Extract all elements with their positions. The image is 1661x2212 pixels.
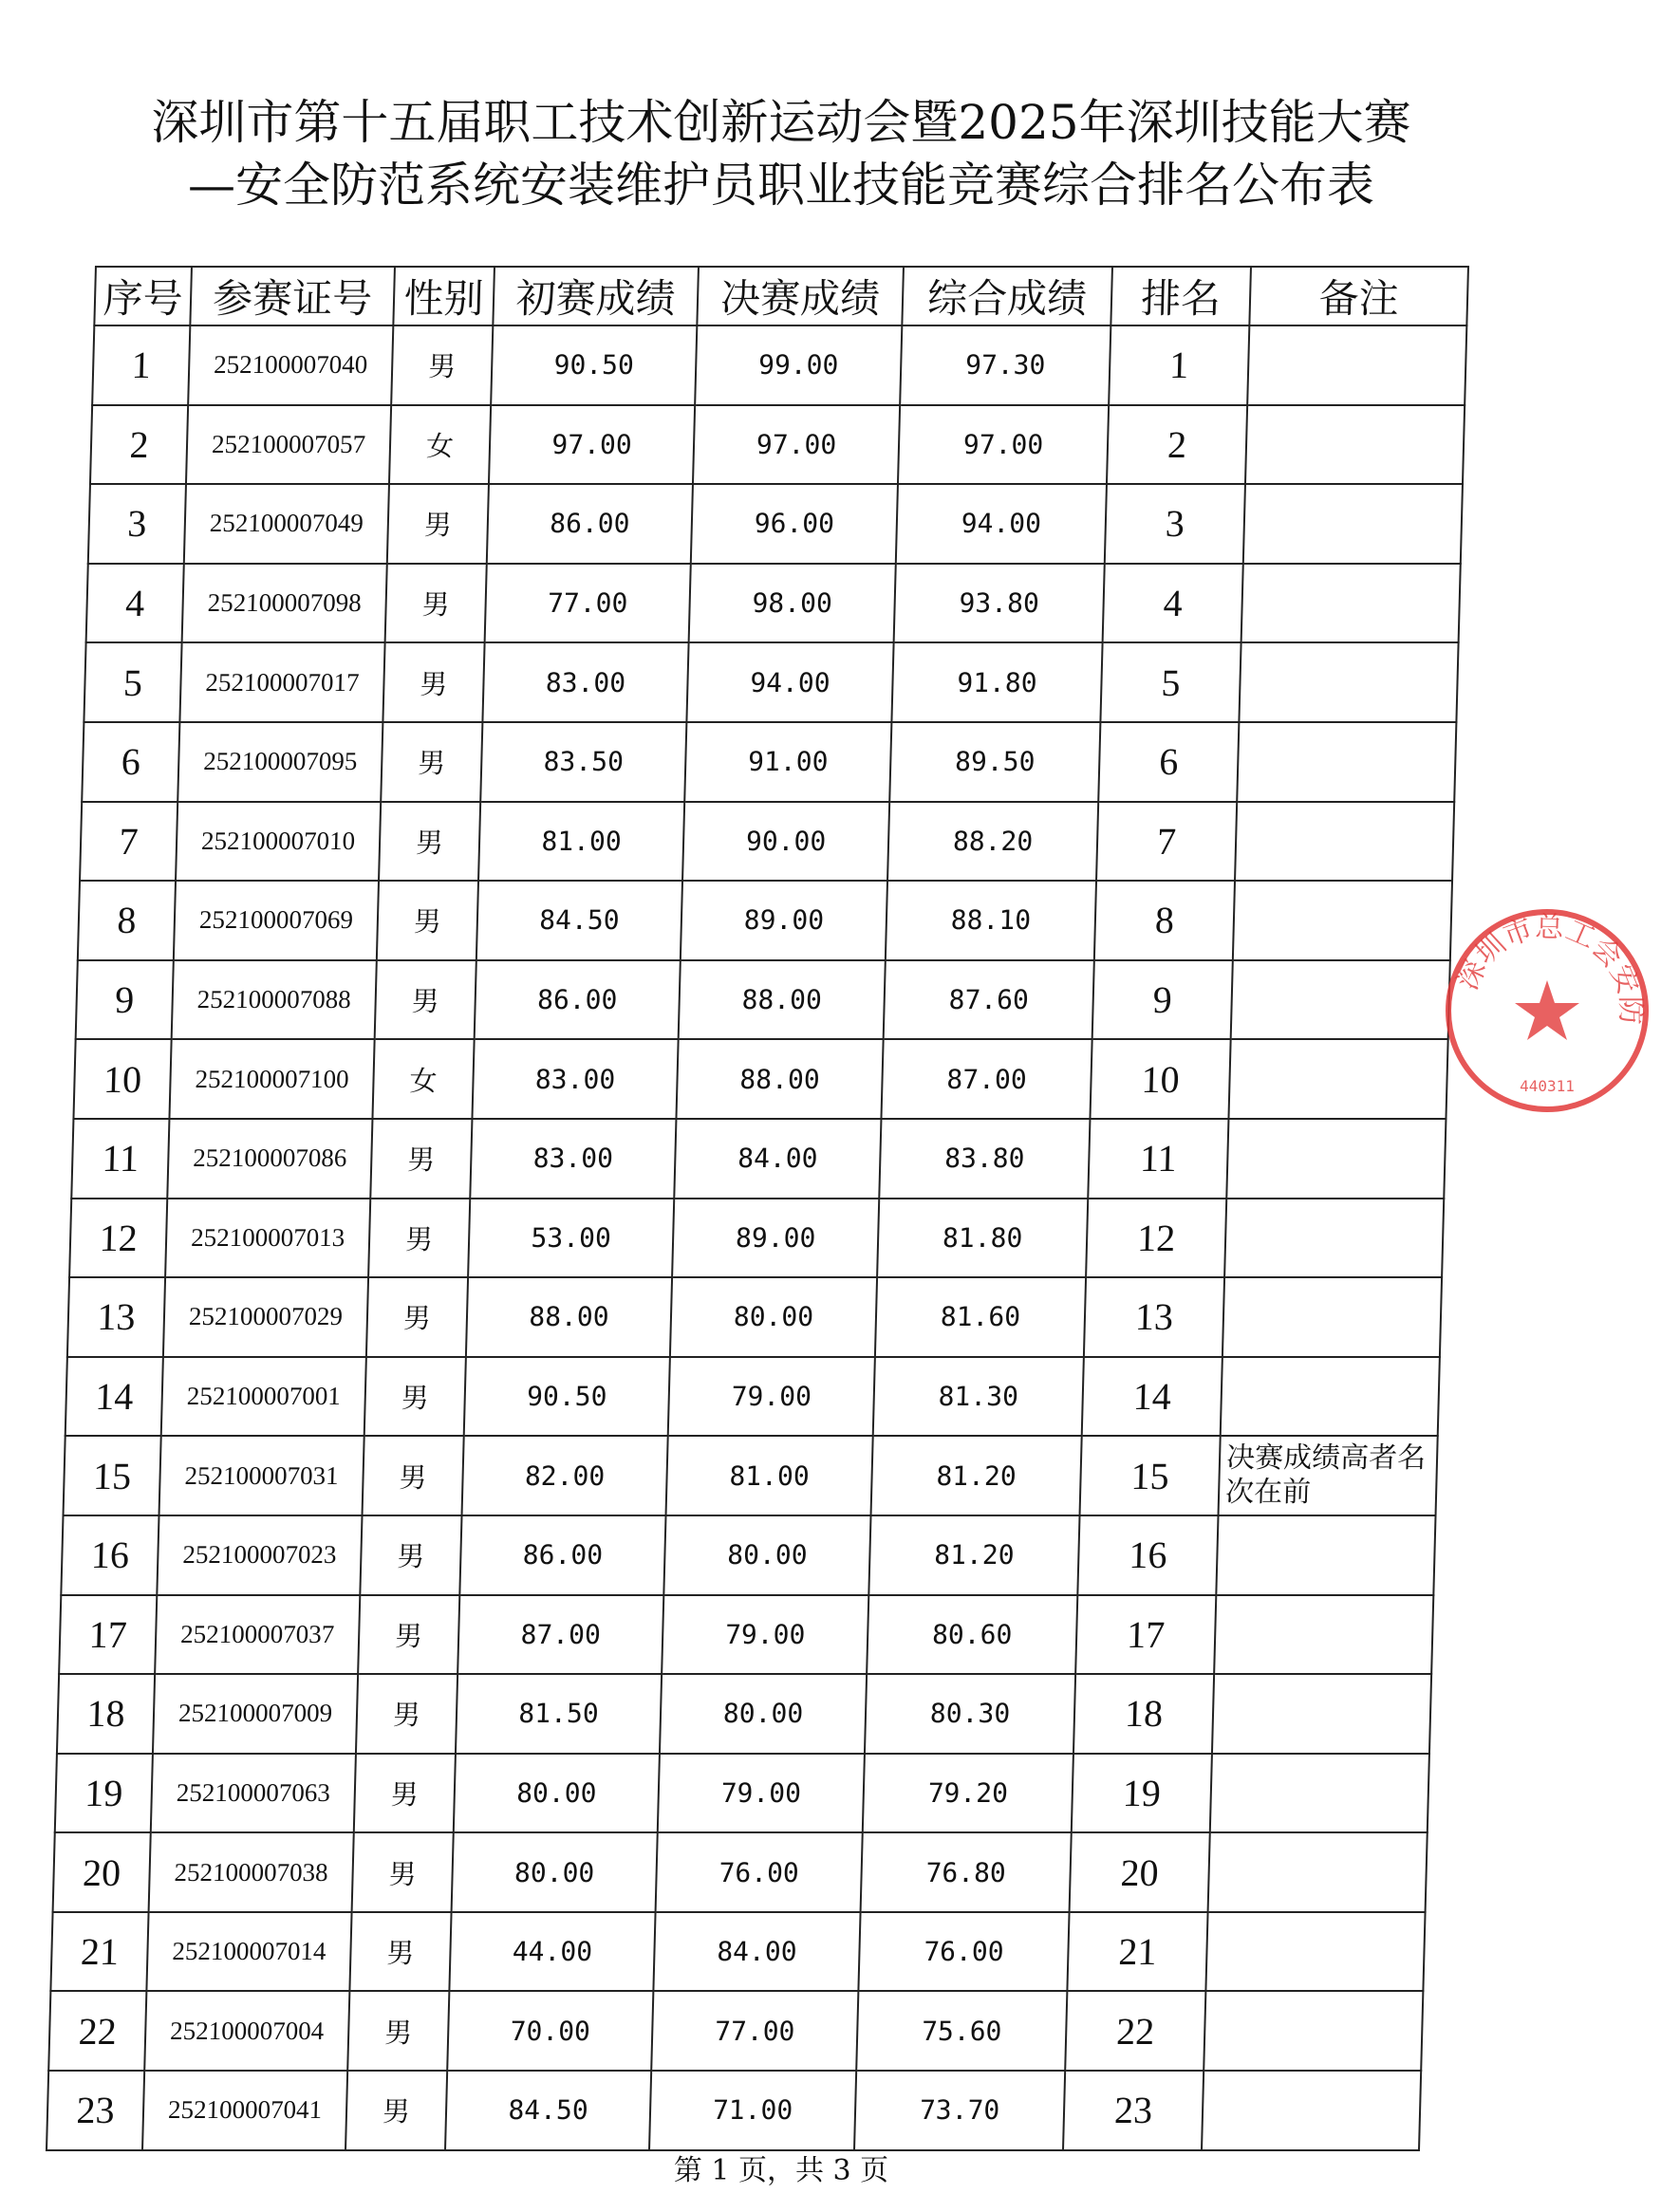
- cell-prelim: 86.00: [459, 1515, 665, 1595]
- document-title-line1: 深圳市第十五届职工技术创新运动会暨2025年深圳技能大赛: [151, 95, 1411, 150]
- cell-sex: 男: [347, 1991, 449, 2071]
- cell-final: 81.00: [666, 1436, 873, 1515]
- cell-prelim: 83.00: [482, 642, 688, 722]
- header-rank: 排名: [1110, 267, 1251, 325]
- cell-final: 79.00: [662, 1595, 868, 1675]
- page-footer: 第 1 页，共 3 页: [673, 2154, 889, 2187]
- table-row: [65, 1357, 1440, 1437]
- cell-total: 87.60: [884, 960, 1094, 1040]
- cell-sex: 男: [364, 1357, 466, 1437]
- table-row: [86, 564, 1461, 643]
- svg-text:深圳市总工会安防: 深圳市总工会安防: [1450, 910, 1648, 1025]
- table-row: [78, 881, 1452, 960]
- cell-prelim: 86.00: [475, 960, 681, 1040]
- cell-total: 94.00: [896, 484, 1107, 564]
- cell-seq: 15: [64, 1436, 161, 1515]
- table-row: [64, 1436, 1438, 1515]
- cell-prelim: 83.50: [480, 722, 686, 802]
- cell-note: [1204, 1991, 1423, 2071]
- cell-sex: 男: [368, 1199, 470, 1278]
- cell-prelim: 84.50: [445, 2071, 651, 2150]
- cell-rank: 17: [1075, 1595, 1216, 1675]
- cell-total: 80.30: [865, 1674, 1075, 1754]
- cell-id: 252100007100: [169, 1039, 374, 1119]
- table-row: [59, 1595, 1433, 1675]
- cell-prelim: 88.00: [466, 1277, 672, 1357]
- cell-seq: 4: [86, 564, 184, 643]
- table-row: [55, 1754, 1429, 1833]
- cell-id: 252100007001: [161, 1357, 366, 1437]
- cell-id: 252100007069: [174, 881, 379, 960]
- cell-final: 98.00: [689, 564, 896, 643]
- cell-prelim: 81.00: [478, 802, 684, 882]
- cell-final: 99.00: [695, 325, 902, 405]
- cell-total: 89.50: [889, 722, 1100, 802]
- cell-rank: 20: [1070, 1832, 1210, 1912]
- cell-total: 81.60: [875, 1277, 1086, 1357]
- cell-note: [1231, 960, 1450, 1040]
- cell-prelim: 86.00: [487, 484, 693, 564]
- table-row: [47, 2071, 1421, 2150]
- cell-final: 88.00: [676, 1039, 883, 1119]
- cell-sex: 男: [375, 960, 476, 1040]
- cell-sex: 男: [360, 1515, 461, 1595]
- cell-rank: 21: [1067, 1912, 1207, 1992]
- cell-prelim: 83.00: [470, 1119, 676, 1199]
- cell-seq: 1: [92, 325, 190, 405]
- cell-prelim: 97.00: [489, 405, 695, 485]
- cell-note: [1216, 1515, 1435, 1595]
- cell-note: [1208, 1832, 1428, 1912]
- cell-id: 252100007009: [153, 1674, 358, 1754]
- cell-rank: 3: [1105, 484, 1245, 564]
- cell-seq: 9: [76, 960, 174, 1040]
- cell-prelim: 80.00: [452, 1832, 658, 1912]
- cell-rank: 5: [1100, 642, 1241, 722]
- cell-total: 81.30: [873, 1357, 1084, 1437]
- cell-note: [1205, 1912, 1425, 1992]
- cell-note: [1226, 1119, 1446, 1199]
- cell-seq: 20: [53, 1832, 151, 1912]
- cell-sex: 女: [389, 405, 491, 485]
- cell-rank: 6: [1098, 722, 1239, 802]
- cell-total: 76.00: [858, 1912, 1069, 1992]
- table-row: [53, 1832, 1428, 1912]
- table-row: [69, 1199, 1444, 1278]
- cell-id: 252100007040: [188, 325, 393, 405]
- cell-rank: 7: [1096, 802, 1237, 882]
- table-row: [57, 1674, 1431, 1754]
- cell-final: 80.00: [663, 1515, 870, 1595]
- cell-note: [1224, 1199, 1444, 1278]
- cell-rank: 8: [1094, 881, 1235, 960]
- cell-rank: 13: [1084, 1277, 1224, 1357]
- table-row: [48, 1991, 1423, 2071]
- cell-seq: 22: [48, 1991, 146, 2071]
- cell-note: [1245, 405, 1465, 485]
- table-row: [92, 325, 1466, 405]
- cell-note: [1239, 642, 1458, 722]
- cell-final: 79.00: [658, 1754, 865, 1833]
- cell-final: 84.00: [674, 1119, 881, 1199]
- cell-final: 79.00: [668, 1357, 875, 1437]
- cell-rank: 22: [1065, 1991, 1205, 2071]
- cell-seq: 7: [80, 802, 177, 882]
- cell-rank: 16: [1077, 1515, 1218, 1595]
- header-sex: 性别: [393, 267, 495, 325]
- cell-id: 252100007017: [179, 642, 384, 722]
- cell-note: [1235, 802, 1454, 882]
- cell-sex: 男: [354, 1754, 456, 1833]
- cell-id: 252100007095: [177, 722, 383, 802]
- cell-id: 252100007063: [151, 1754, 356, 1833]
- cell-sex: 男: [363, 1436, 464, 1515]
- cell-sex: 男: [381, 722, 482, 802]
- cell-note: [1202, 2071, 1421, 2150]
- cell-id: 252100007057: [186, 405, 391, 485]
- cell-final: 88.00: [679, 960, 886, 1040]
- cell-total: 75.60: [856, 1991, 1067, 2071]
- cell-prelim: 87.00: [457, 1595, 663, 1675]
- cell-total: 81.20: [871, 1436, 1082, 1515]
- cell-sex: 男: [391, 325, 493, 405]
- cell-final: 84.00: [653, 1912, 860, 1992]
- cell-final: 77.00: [651, 1991, 858, 2071]
- cell-sex: 男: [385, 564, 487, 643]
- cell-prelim: 77.00: [485, 564, 691, 643]
- table-row: [71, 1119, 1446, 1199]
- cell-total: 88.10: [886, 881, 1096, 960]
- cell-total: 83.80: [879, 1119, 1090, 1199]
- cell-total: 87.00: [881, 1039, 1092, 1119]
- cell-rank: 1: [1109, 325, 1249, 405]
- cell-rank: 4: [1103, 564, 1243, 643]
- cell-note: [1241, 564, 1461, 643]
- table-row: [76, 960, 1450, 1040]
- cell-prelim: 83.00: [472, 1039, 678, 1119]
- cell-id: 252100007014: [146, 1912, 351, 1992]
- cell-seq: 13: [67, 1277, 165, 1357]
- cell-sex: 男: [383, 642, 484, 722]
- cell-id: 252100007029: [163, 1277, 368, 1357]
- cell-total: 76.80: [861, 1832, 1072, 1912]
- cell-total: 73.70: [854, 2071, 1065, 2150]
- cell-sex: 男: [345, 2071, 447, 2150]
- cell-total: 81.80: [877, 1199, 1088, 1278]
- cell-id: 252100007013: [165, 1199, 370, 1278]
- cell-prelim: 82.00: [462, 1436, 668, 1515]
- cell-final: 97.00: [693, 405, 900, 485]
- cell-rank: 23: [1063, 2071, 1204, 2150]
- cell-prelim: 70.00: [447, 1991, 653, 2071]
- cell-prelim: 53.00: [468, 1199, 674, 1278]
- cell-id: 252100007031: [159, 1436, 364, 1515]
- cell-prelim: 81.50: [456, 1674, 662, 1754]
- header-total: 综合成绩: [902, 267, 1112, 325]
- cell-sex: 男: [370, 1119, 472, 1199]
- cell-sex: 男: [356, 1674, 457, 1754]
- cell-seq: 21: [50, 1912, 148, 1992]
- table-row: [88, 484, 1463, 564]
- cell-total: 80.60: [867, 1595, 1077, 1675]
- cell-id: 252100007098: [182, 564, 387, 643]
- cell-note: [1228, 1039, 1447, 1119]
- cell-prelim: 44.00: [449, 1912, 655, 1992]
- cell-total: 79.20: [863, 1754, 1073, 1833]
- table-row: [84, 642, 1458, 722]
- cell-note: [1222, 1277, 1442, 1357]
- table-row: [61, 1515, 1435, 1595]
- header-id: 参赛证号: [190, 267, 395, 325]
- cell-rank: 14: [1082, 1357, 1222, 1437]
- cell-rank: 11: [1088, 1119, 1228, 1199]
- cell-final: 89.00: [672, 1199, 879, 1278]
- cell-prelim: 90.50: [491, 325, 697, 405]
- cell-final: 71.00: [649, 2071, 856, 2150]
- header-prelim: 初赛成绩: [493, 267, 699, 325]
- cell-seq: 19: [55, 1754, 153, 1833]
- table-row: [82, 722, 1456, 802]
- cell-sex: 男: [379, 802, 480, 882]
- cell-final: 80.00: [660, 1674, 867, 1754]
- table-header-row: [94, 267, 1468, 325]
- cell-id: 252100007038: [149, 1832, 354, 1912]
- cell-prelim: 90.50: [464, 1357, 670, 1437]
- cell-final: 91.00: [684, 722, 891, 802]
- cell-rank: 10: [1090, 1039, 1230, 1119]
- cell-sex: 男: [352, 1832, 454, 1912]
- table-row: [73, 1039, 1447, 1119]
- cell-note: [1212, 1674, 1431, 1754]
- cell-sex: 男: [349, 1912, 451, 1992]
- cell-note: [1214, 1595, 1433, 1675]
- svg-text:440311: 440311: [1520, 1077, 1575, 1095]
- cell-seq: 5: [84, 642, 181, 722]
- table-row: [67, 1277, 1442, 1357]
- cell-id: 252100007041: [142, 2071, 347, 2150]
- cell-note: [1221, 1357, 1440, 1437]
- cell-final: 94.00: [686, 642, 893, 722]
- cell-id: 252100007088: [172, 960, 377, 1040]
- cell-seq: 12: [69, 1199, 167, 1278]
- header-note: 备注: [1249, 267, 1468, 325]
- cell-prelim: 80.00: [454, 1754, 660, 1833]
- header-final: 决赛成绩: [697, 267, 904, 325]
- cell-seq: 14: [65, 1357, 163, 1437]
- cell-total: 97.00: [898, 405, 1109, 485]
- cell-note: [1233, 881, 1452, 960]
- cell-seq: 6: [82, 722, 179, 802]
- cell-sex: 男: [358, 1595, 459, 1675]
- cell-note: [1237, 722, 1456, 802]
- cell-total: 88.20: [887, 802, 1098, 882]
- cell-seq: 10: [73, 1039, 171, 1119]
- cell-rank: 9: [1092, 960, 1233, 1040]
- cell-final: 96.00: [691, 484, 898, 564]
- cell-total: 97.30: [900, 325, 1110, 405]
- cell-final: 76.00: [656, 1832, 863, 1912]
- official-seal-icon: [1433, 897, 1661, 1125]
- cell-sex: 女: [372, 1039, 474, 1119]
- cell-note: [1243, 484, 1463, 564]
- cell-seq: 16: [61, 1515, 159, 1595]
- cell-id: 252100007037: [155, 1595, 360, 1675]
- cell-note: 决赛成绩高者名次在前: [1219, 1436, 1438, 1515]
- cell-seq: 11: [71, 1119, 169, 1199]
- cell-seq: 8: [78, 881, 176, 960]
- cell-sex: 男: [377, 881, 478, 960]
- cell-id: 252100007086: [167, 1119, 372, 1199]
- header-seq: 序号: [94, 267, 192, 325]
- cell-seq: 23: [47, 2071, 144, 2150]
- cell-seq: 2: [90, 405, 188, 485]
- cell-rank: 15: [1080, 1436, 1221, 1515]
- cell-id: 252100007023: [157, 1515, 362, 1595]
- cell-rank: 19: [1072, 1754, 1212, 1833]
- table-row: [90, 405, 1465, 485]
- cell-final: 90.00: [682, 802, 889, 882]
- cell-note: [1210, 1754, 1429, 1833]
- cell-final: 89.00: [681, 881, 887, 960]
- cell-note: [1247, 325, 1466, 405]
- cell-total: 81.20: [868, 1515, 1079, 1595]
- cell-rank: 2: [1107, 405, 1247, 485]
- cell-id: 252100007010: [176, 802, 381, 882]
- cell-id: 252100007004: [144, 1991, 349, 2071]
- cell-total: 91.80: [891, 642, 1102, 722]
- table-body: [47, 325, 1466, 2150]
- cell-seq: 3: [88, 484, 186, 564]
- cell-sex: 男: [366, 1277, 468, 1357]
- document-title-line2: —安全防范系统安装维护员职业技能竞赛综合排名公布表: [188, 158, 1374, 213]
- table-row: [50, 1912, 1425, 1992]
- cell-rank: 12: [1086, 1199, 1226, 1278]
- cell-sex: 男: [387, 484, 489, 564]
- cell-id: 252100007049: [184, 484, 389, 564]
- cell-seq: 18: [57, 1674, 155, 1754]
- cell-rank: 18: [1073, 1674, 1214, 1754]
- ranking-table: [46, 266, 1469, 2151]
- cell-final: 80.00: [670, 1277, 877, 1357]
- cell-prelim: 84.50: [476, 881, 682, 960]
- cell-seq: 17: [59, 1595, 157, 1675]
- table-row: [80, 802, 1454, 882]
- cell-total: 93.80: [894, 564, 1105, 643]
